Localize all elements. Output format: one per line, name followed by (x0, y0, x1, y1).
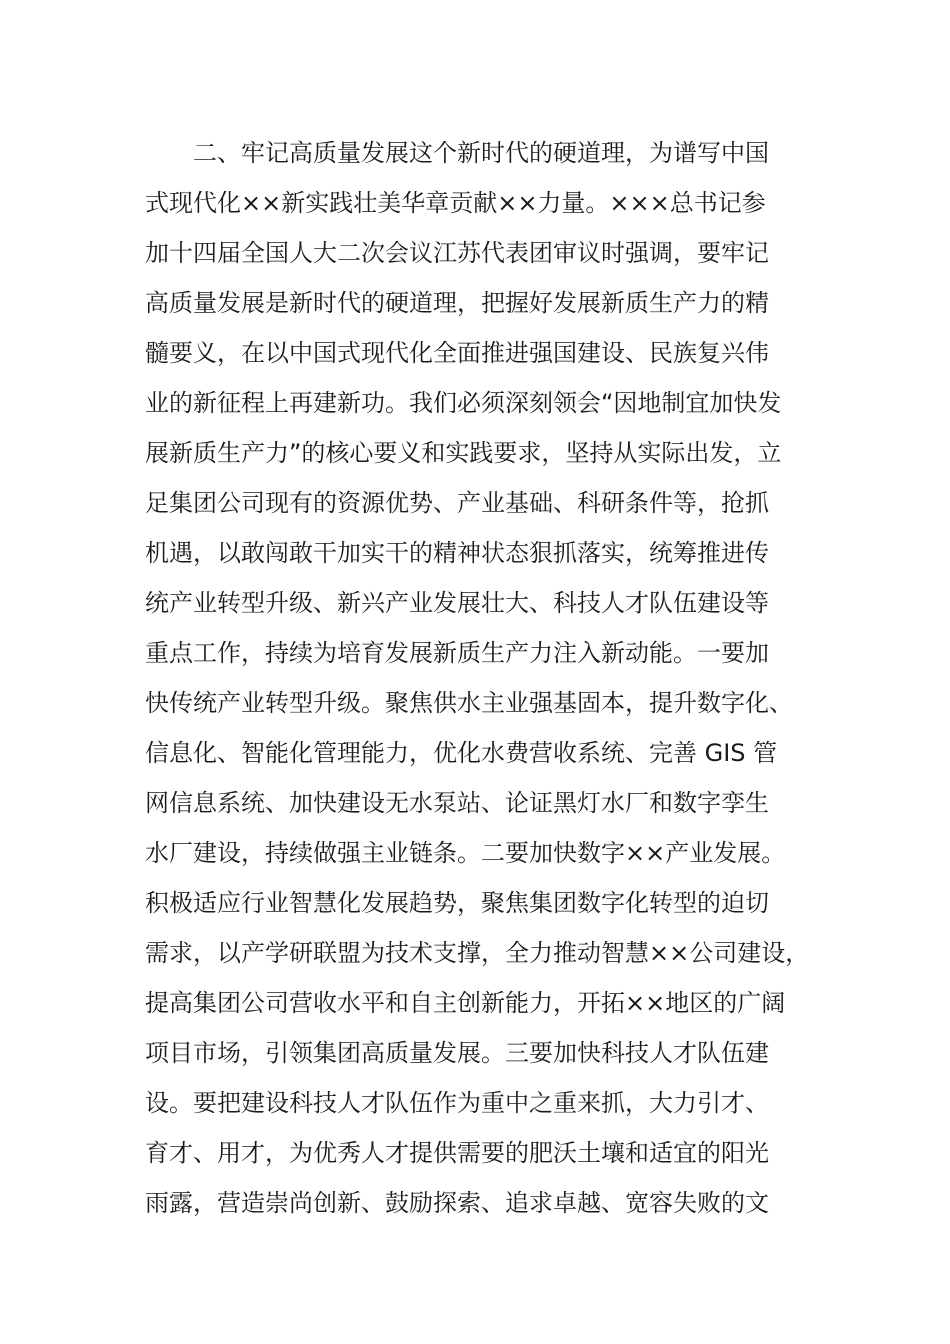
paragraph-line: 加十四届全国人大二次会议江苏代表团审议时强调，要牢记 (145, 239, 769, 267)
paragraph-line: 快传统产业转型升级。聚焦供水主业强基固本，提升数字化、 (145, 689, 793, 717)
paragraph-line: 网信息系统、加快建设无水泵站、论证黑灯水厂和数字孪生 (145, 789, 769, 817)
paragraph-line: 设。要把建设科技人才队伍作为重中之重来抓，大力引才、 (145, 1089, 769, 1117)
paragraph-line: 髓要义，在以中国式现代化全面推进强国建设、民族复兴伟 (145, 339, 769, 367)
paragraph-line: 高质量发展是新时代的硬道理，把握好发展新质生产力的精 (145, 289, 769, 317)
paragraph-line: 项目市场，引领集团高质量发展。三要加快科技人才队伍建 (145, 1039, 769, 1067)
paragraph-line: 统产业转型升级、新兴产业发展壮大、科技人才队伍建设等 (145, 589, 769, 617)
paragraph-line: 信息化、智能化管理能力，优化水费营收系统、完善 GIS 管 (145, 739, 778, 767)
paragraph-line: 足集团公司现有的资源优势、产业基础、科研条件等，抢抓 (145, 489, 769, 517)
paragraph-line: 水厂建设，持续做强主业链条。二要加快数字××产业发展。 (145, 839, 786, 867)
paragraph-line: 式现代化××新实践壮美华章贡献××力量。×××总书记参 (145, 189, 766, 217)
paragraph-line: 二、牢记高质量发展这个新时代的硬道理，为谱写中国 (193, 139, 769, 167)
body-paragraph (145, 128, 845, 1228)
paragraph-line: 业的新征程上再建新功。我们必须深刻领会“因地制宜加快发 (145, 389, 782, 417)
paragraph-line: 需求，以产学研联盟为技术支撑，全力推动智慧××公司建设， (145, 939, 810, 967)
paragraph-line: 提高集团公司营收水平和自主创新能力，开拓××地区的广阔 (145, 989, 786, 1017)
paragraph-line: 展新质生产力”的核心要义和实践要求，坚持从实际出发，立 (145, 439, 782, 467)
paragraph-line: 雨露，营造崇尚创新、鼓励探索、追求卓越、宽容失败的文 (145, 1189, 769, 1217)
paragraph-line: 机遇，以敢闯敢干加实干的精神状态狠抓落实，统筹推进传 (145, 539, 769, 567)
paragraph-line: 积极适应行业智慧化发展趋势，聚焦集团数字化转型的迫切 (145, 889, 769, 917)
paragraph-line: 育才、用才，为优秀人才提供需要的肥沃土壤和适宜的阳光 (145, 1139, 769, 1167)
paragraph-line: 重点工作，持续为培育发展新质生产力注入新动能。一要加 (145, 639, 769, 667)
